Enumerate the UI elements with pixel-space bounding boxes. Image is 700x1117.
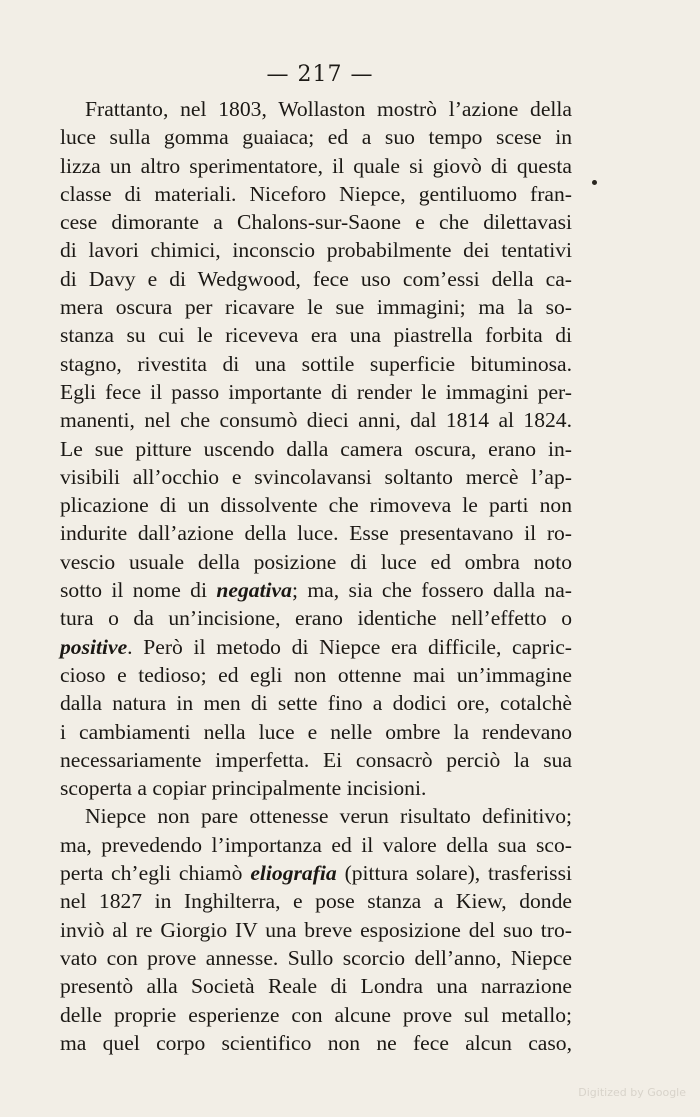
- text-run: luce sulla gomma guaiaca; ed a suo tempo scese in: [60, 125, 572, 150]
- text-line: [60, 406, 572, 434]
- text-run: perta ch’egli chiamò: [60, 861, 251, 886]
- text-run: . Però il metodo di Niepce era difficile, capric-: [127, 634, 572, 659]
- text-run: vato con prove annesse. Sullo scorcio dell’anno, Niepce: [60, 945, 572, 970]
- text-run: stagno, rivestita di una sottile superficie bituminosa.: [60, 351, 572, 376]
- text-run: Egli fece il passo importante di render le immagini per-: [60, 379, 572, 404]
- text-run: lizza un altro sperimentatore, il quale si giovò di questa: [60, 153, 572, 178]
- text-line: [60, 95, 572, 123]
- text-line: [60, 689, 572, 717]
- text-line: [60, 831, 572, 859]
- text-line: [60, 208, 572, 236]
- text-line: [60, 774, 572, 802]
- text-line: [60, 604, 572, 632]
- text-line: [60, 435, 572, 463]
- text-run: scoperta a copiar principalmente incisioni.: [60, 776, 427, 801]
- text-run: inviò al re Giorgio IV una breve esposizione del suo tro-: [60, 917, 572, 942]
- text-run: indurite dall’azione della luce. Esse presentavano il ro-: [60, 521, 572, 546]
- text-line: [60, 633, 572, 661]
- text-line: [60, 576, 572, 604]
- watermark: Digitized by Google: [578, 1086, 686, 1099]
- text-run: delle proprie esperienze con alcune prove sul metallo;: [60, 1002, 572, 1027]
- text-run: Frattanto, nel 1803, Wollaston mostrò l’azione della: [85, 97, 572, 121]
- body-text: [60, 95, 572, 1057]
- text-line: [60, 859, 572, 887]
- text-run: (pittura solare), trasferissi: [336, 861, 572, 886]
- text-run: Niepce non pare ottenesse verun risultato definitivo;: [85, 804, 572, 829]
- text-line: [60, 378, 572, 406]
- text-run: ma, prevedendo l’importanza ed il valore della sua sco-: [60, 832, 572, 857]
- text-run: i cambiamenti nella luce e nelle ombre la rendevano: [60, 719, 572, 744]
- text-line: [60, 491, 572, 519]
- text-run: visibili all’occhio e svincolavansi soltanto mercè l’ap-: [60, 464, 572, 489]
- text-run: ; ma, sia che fossero dalla na-: [291, 578, 572, 603]
- text-line: [60, 916, 572, 944]
- text-line: [60, 321, 572, 349]
- text-line: [60, 746, 572, 774]
- text-line: [60, 944, 572, 972]
- text-line: [60, 972, 572, 1000]
- text-line: [60, 661, 572, 689]
- text-line: [60, 887, 572, 915]
- text-run: mera oscura per ricavare le sue immagini; ma la so-: [60, 295, 572, 320]
- italic-term: negativa: [216, 578, 292, 603]
- text-run: manenti, nel che consumò dieci anni, dal 1814 al 1824.: [60, 408, 572, 433]
- text-line: [60, 1001, 572, 1029]
- text-run: necessariamente imperfetta. Ei consacrò perciò la sua: [60, 747, 572, 772]
- text-run: cese dimorante a Chalons-sur-Saone e che dilettavasi: [60, 210, 572, 235]
- text-run: vescio usuale della posizione di luce ed ombra noto: [60, 549, 572, 574]
- text-line: [60, 1029, 572, 1057]
- text-run: sotto il nome di: [60, 578, 217, 603]
- page-number: — 217 —: [266, 62, 374, 87]
- text-run: di Davy e di Wedgwood, fece uso com’essi della ca-: [60, 266, 572, 291]
- text-line: [60, 180, 572, 208]
- text-line: [60, 802, 572, 830]
- text-line: [60, 152, 572, 180]
- text-line: [60, 718, 572, 746]
- text-line: [60, 123, 572, 151]
- text-line: [60, 236, 572, 264]
- text-run: plicazione di un dissolvente che rimoveva le parti non: [60, 493, 572, 518]
- text-run: presentò alla Società Reale di Londra una narrazione: [60, 974, 572, 999]
- text-line: [60, 293, 572, 321]
- text-line: [60, 519, 572, 547]
- text-line: [60, 265, 572, 293]
- text-run: tura o da un’incisione, erano identiche nell’effetto o: [60, 606, 572, 631]
- text-line: [60, 350, 572, 378]
- italic-term: positive: [60, 634, 128, 659]
- text-run: classe di materiali. Niceforo Niepce, gentiluomo fran-: [60, 181, 572, 206]
- text-run: ma quel corpo scientifico non ne fece alcun caso,: [60, 1030, 572, 1055]
- text-run: Le sue pitture uscendo dalla camera oscura, erano in-: [60, 436, 572, 461]
- text-run: di lavori chimici, inconscio probabilmente dei tentativi: [60, 238, 572, 263]
- text-run: stanza su cui le riceveva era una piastrella forbita di: [60, 323, 572, 348]
- text-line: [60, 463, 572, 491]
- text-run: nel 1827 in Inghilterra, e pose stanza a Kiew, donde: [60, 889, 572, 914]
- text-line: [60, 548, 572, 576]
- text-run: dalla natura in men di sette fino a dodici ore, cotalchè: [60, 691, 572, 716]
- text-run: cioso e tedioso; ed egli non ottenne mai un’immagine: [60, 662, 572, 687]
- italic-term: eliografia: [250, 861, 337, 886]
- margin-mark: [592, 180, 597, 185]
